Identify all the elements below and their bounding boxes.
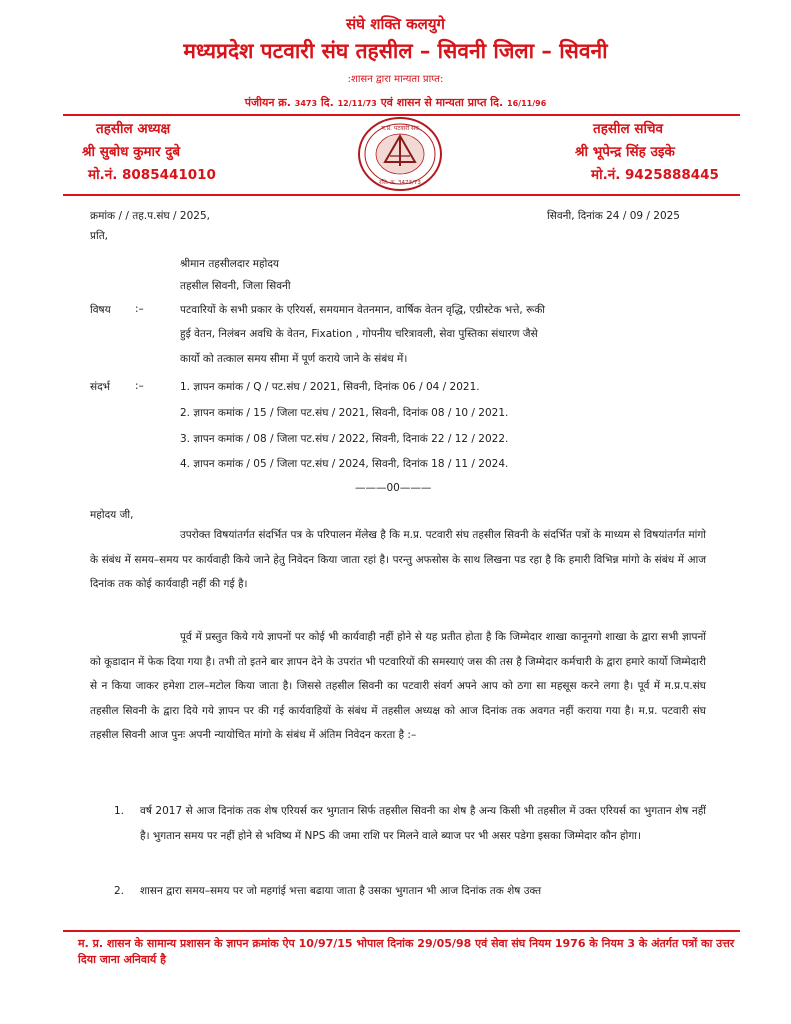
addressee-line-2: तहसील सिवनी, जिला सिवनी xyxy=(180,280,291,292)
registration-date: 12/11/73 xyxy=(337,99,377,108)
salutation: महोदय जी, xyxy=(90,509,134,521)
letter-place-date: सिवनी, दिनांक 24 / 09 / 2025 xyxy=(547,210,680,222)
secretary-phone: मो.नं. 9425888445 xyxy=(591,167,719,183)
president-name: श्री सुबोध कुमार दुबे xyxy=(82,144,181,160)
president-title: तहसील अध्यक्ष xyxy=(96,121,171,137)
seal-bottom-text: रजि. क्र. 3473/73 xyxy=(379,180,421,186)
president-block xyxy=(82,118,216,187)
registration-line xyxy=(0,95,791,110)
reference-item: 3. ज्ञापन कमांक / 08 / जिला पट.संघ / 2022, सिवनी, दिनाकं 22 / 12 / 2022. xyxy=(180,433,509,445)
secretary-name: श्री भूपेन्द्र सिंह उइके xyxy=(575,144,675,160)
registration-mid: दि. xyxy=(320,96,334,109)
reference-item: 4. ज्ञापन कमांक / 05 / जिला पट.संघ / 2024, सिवनी, दिनांक 18 / 11 / 2024. xyxy=(180,458,509,470)
header-divider-bottom xyxy=(63,194,740,196)
recognition-note: :शासन द्वारा मान्यता प्राप्त: xyxy=(347,74,444,85)
reference-separator: :– xyxy=(135,380,144,392)
union-seal xyxy=(357,116,443,192)
secretary-title: तहसील सचिव xyxy=(593,121,664,137)
recognition-text: एवं शासन से मान्यता प्राप्त दि. xyxy=(380,96,504,109)
footer-legal-note: म. प्र. शासन के सामान्य प्रशासन के ज्ञापन क्रमांक ऐप 10/97/15 भोपाल दिनांक 29/05/98 एवं सेवा संघ नियम 1976 के नियम 3 के अंतर्गत पत्रों का उत्तर दिया जाना अनिवार्य है xyxy=(78,937,735,966)
list-item-number: 2. xyxy=(114,885,125,897)
letter-reference-number: क्रमांक / / तह.प.संघ / 2025, xyxy=(90,210,210,222)
reference-item: 1. ज्ञापन कमांक / Q / पट.संघ / 2021, सिवनी, दिनांक 06 / 04 / 2021. xyxy=(180,381,480,393)
letter-to: प्रति, xyxy=(90,230,109,242)
reference-label: संदर्भ xyxy=(90,381,111,393)
subject-line-2: हुई वेतन, निलंबन अवधि के वेतन, Fixation , गोपनीय चरित्रावली, सेवा पुस्तिका संधारण जैसे xyxy=(180,328,538,340)
reference-item: 2. ज्ञापन कमांक / 15 / जिला पट.संघ / 2021, सिवनी, दिनांक 08 / 10 / 2021. xyxy=(180,407,509,419)
subject-line-1: पटवारियों के सभी प्रकार के एरियर्स, समयमान वेतनमान, वार्षिक वेतन वृद्धि, एग्रीस्टेक भत्ते, रूकी xyxy=(180,304,546,316)
body-paragraph-2: पूर्व में प्रस्तुत किये गये ज्ञापनों पर कोई भी कार्यवाही नहीं होने से यह प्रतीत होता है कि जिम्मेदार शाखा कानूनगो शाखा के द्वारा सभी ज्ञापनों को कूडादान में फेक दिया गया है। तभी तो इतने बार ज्ञापन देने के उपरांत भी पटवारियों की समस्याएं जस की तस है जिम्मेदार कर्मचारी के द्वारा हमारे कार्यो जिम्मेदारी से न किया जाकर हमेशा टाल–मटोल किया जाता है। जिससे तहसील सिवनी का पटवारी संवर्ग अपने आप को ठगा सा महसूस करने लगा है। पूर्व में म.प्र.प.संघ तहसील सिवनी के द्वारा दिये गये ज्ञापन पर की गई कार्यवाहियों के संबंध में तहसील अध्यक्ष को आज दिनांक तक अवगत नहीं कराया गया है। म.प्र. पटवारी संघ तहसील सिवनी आज पुनः अपनी न्यायोचित मांगो के संबंध में अंतिम निवेदन करता है :– xyxy=(90,631,706,741)
list-item-number: 1. xyxy=(114,805,125,817)
seal-top-text: म.प्र. पटवारी संघ xyxy=(381,125,419,132)
organization-name: मध्यप्रदेश पटवारी संघ तहसील – सिवनी जिला – सिवनी xyxy=(183,39,608,63)
subject-line-3: कार्यो को तत्काल समय सीमा में पूर्ण कराये जाने के संबंध में। xyxy=(180,353,408,365)
addressee-line-1: श्रीमान तहसीलदार महोदय xyxy=(180,258,279,270)
secretary-block xyxy=(575,118,719,187)
list-item-text: वर्ष 2017 से आज दिनांक तक शेष एरियर्स कर भुगतान सिर्फ तहसील सिवनी का शेष है अन्य किसी भी तहसील में उक्त एरियर्स का भुगतान शेष नहीं है। भुगतान समय पर नहीं होने से भविष्य में NPS की जमा राशि पर मिलने वाले ब्याज पर भी असर पडेगा इसका जिम्मेदार कौन होगा। xyxy=(140,805,706,842)
body-paragraph-1: उपरोक्त विषयांतर्गत संदर्भित पत्र के परिपालन मेंलेख है कि म.प्र. पटवारी संघ तहसील सिवनी के संदर्भित पत्रों के माध्यम से विषयांतर्गत मांगो के संबंध में समय–समय पर कार्यवाही किये जाने हेतु निवेदन किया जाता रहां है। परन्तु अफसोस के साथ लिखना पड रहा है कि हमारी विभिन्न मांगो के संबंध में आज दिनांक तक कोई कार्यवाही नहीं की गई है। xyxy=(90,529,706,590)
letterhead-motto: संघे शक्ति कलयुगे xyxy=(346,15,445,33)
registration-number: 3473 xyxy=(294,99,318,108)
section-separator: ———00——— xyxy=(355,482,432,494)
list-item-text: शासन द्वारा समय–समय पर जो महगांई भत्ता बढाया जाता है उसका भुगतान भी आज दिनांक तक शेष उक्त xyxy=(140,885,542,897)
registration-prefix: पंजीयन क्र. xyxy=(244,96,291,109)
subject-separator: :– xyxy=(135,303,144,315)
footer-divider xyxy=(63,930,740,932)
recognition-date: 16/11/96 xyxy=(507,99,547,108)
subject-label: विषय xyxy=(90,304,111,316)
president-phone: मो.नं. 8085441010 xyxy=(88,167,216,183)
